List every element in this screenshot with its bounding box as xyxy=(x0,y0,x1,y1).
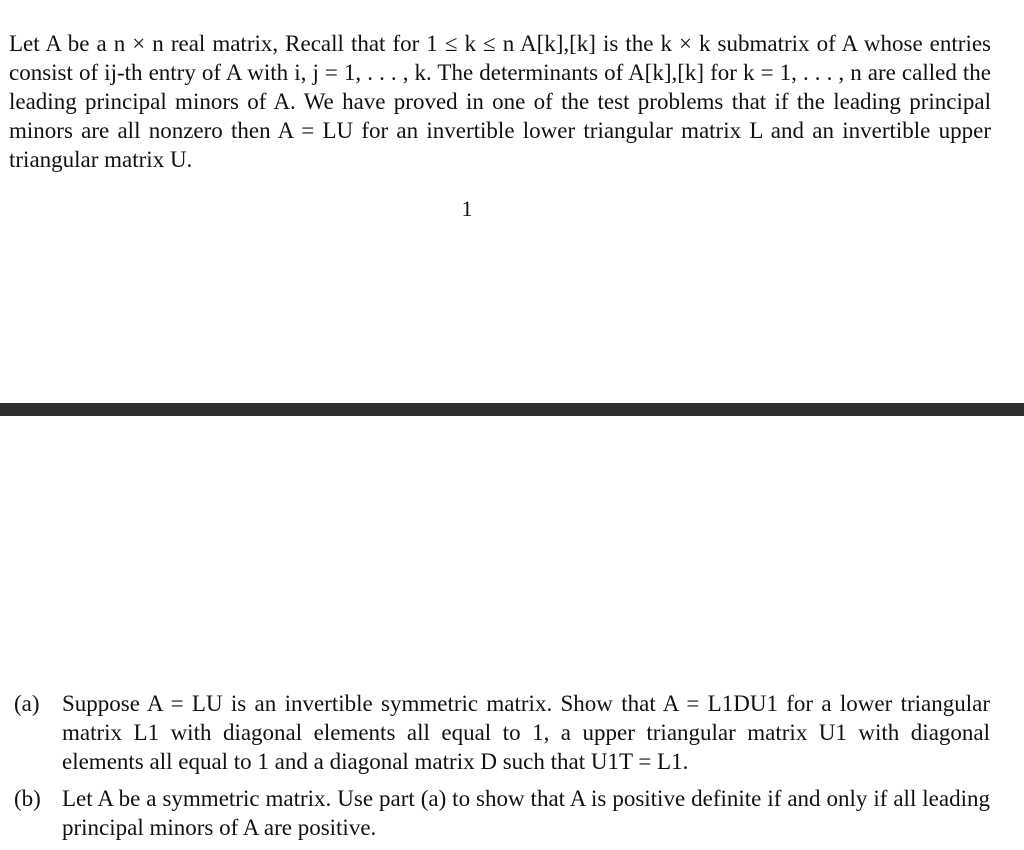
page-1 xyxy=(0,0,1024,403)
item-text-b: Let A be a symmetric matrix. Use part (a) to show that A is positive definite if and only if all leading principal minors of A are positive. xyxy=(62,786,990,840)
page-number: 1 xyxy=(461,196,473,221)
problem-item-b xyxy=(14,784,990,842)
page-divider xyxy=(0,403,1024,416)
problem-list xyxy=(14,689,990,850)
item-marker-b: (b) xyxy=(14,786,41,811)
page-2 xyxy=(0,416,1024,845)
item-text-a: Suppose A = LU is an invertible symmetric matrix. Show that A = L1DU1 for a lower triangular matrix L1 with diagonal elements all equal to 1, a upper triangular matrix U1 with diagonal elements all equal to 1 and a diagonal matrix D such that U1T = L1. xyxy=(62,691,990,774)
item-marker-a: (a) xyxy=(14,691,40,716)
intro-paragraph: Let A be a n × n real matrix, Recall that for 1 ≤ k ≤ n A[k],[k] is the k × k submatrix of A whose entries consist of ij-th entry of A with i, j = 1, . . . , k. The determinants of A[k],[k] for k = 1, . . . , n are called the leading principal minors of A. We have proved in one of the test problems that if the leading principal minors are all nonzero then A = LU for an invertible lower triangular matrix L and an invertible upper triangular matrix U. xyxy=(9,31,991,172)
problem-item-a xyxy=(14,689,990,776)
